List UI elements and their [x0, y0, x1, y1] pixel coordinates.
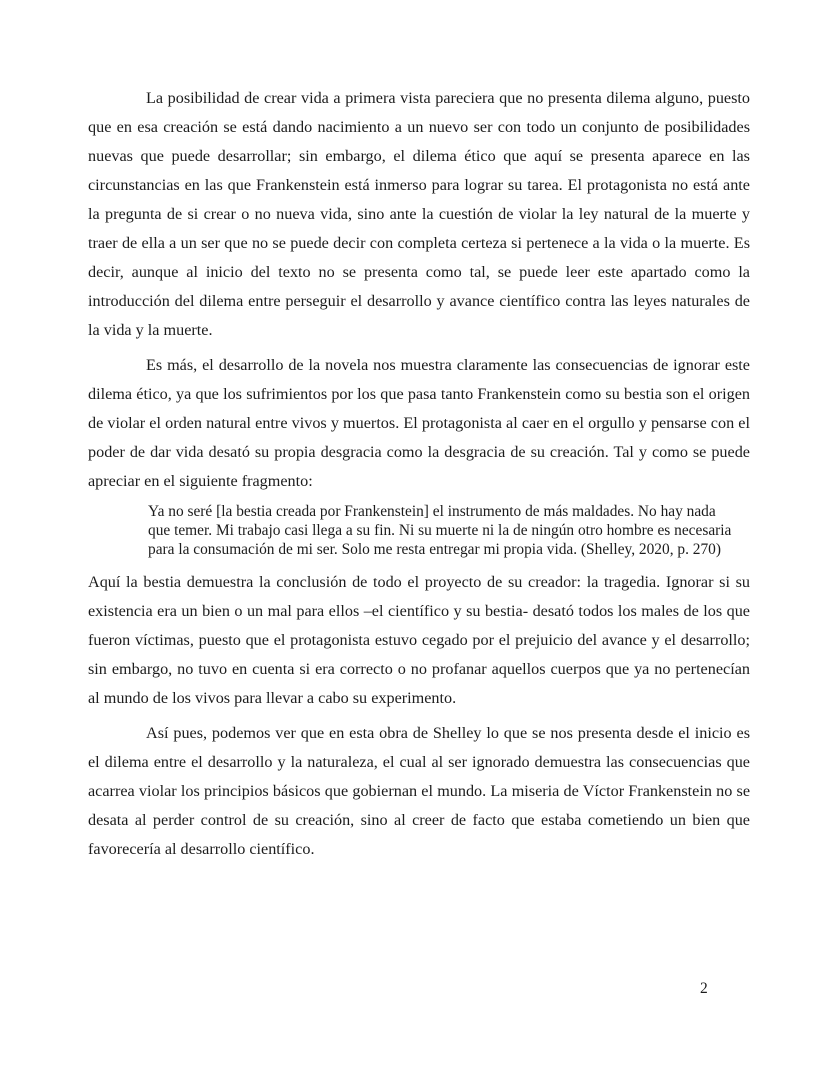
block-quote: Ya no seré [la bestia creada por Frankenstein] el instrumento de más maldades. No hay nada que temer. Mi trabajo casi llega a su fin. Ni su muerte ni la de ningún otro hombre es necesaria para la consumación de mi ser. Solo me resta entregar mi propia vida. (Shelley, 2020, p. 270)	[148, 503, 732, 558]
page-number: 2	[700, 980, 708, 997]
paragraph-1: La posibilidad de crear vida a primera vista pareciera que no presenta dilema alguno, puesto que en esa creación se está dando nacimiento a un nuevo ser con todo un conjunto de posibilidades nuevas que puede desarrollar; sin embargo, el dilema ético que aquí se presenta aparece en las circunstancias en las que Frankenstein está inmerso para lograr su tarea. El protagonista no está ante la pregunta de si crear o no nueva vida, sino ante la cuestión de violar la ley natural de la muerte y traer de ella a un ser que no se puede decir con completa certeza si pertenece a la vida o la muerte. Es decir, aunque al inicio del texto no se presenta como tal, se puede leer este apartado como la introducción del dilema entre perseguir el desarrollo y avance científico contra las leyes naturales de la vida y la muerte.	[88, 89, 750, 339]
paragraph-3: Aquí la bestia demuestra la conclusión de todo el proyecto de su creador: la tragedia. Ignorar si su existencia era un bien o un mal para ellos –el científico y su bestia- desató todos los males de los que fueron víctimas, puesto que el protagonista estuvo cegado por el prejuicio del avance y el desarrollo; sin embargo, no tuvo en cuenta si era correcto o no profanar aquellos cuerpos que ya no pertenecían al mundo de los vivos para llevar a cabo su experimento.	[88, 573, 750, 707]
paragraph-2: Es más, el desarrollo de la novela nos muestra claramente las consecuencias de ignorar este dilema ético, ya que los sufrimientos por los que pasa tanto Frankenstein como su bestia son el origen de violar el orden natural entre vivos y muertos. El protagonista al caer en el orgullo y pensarse con el poder de dar vida desató su propia desgracia como la desgracia de su creación. Tal y como se puede apreciar en el siguiente fragmento:	[88, 356, 750, 490]
paragraph-4: Así pues, podemos ver que en esta obra de Shelley lo que se nos presenta desde el inicio es el dilema entre el desarrollo y la naturaleza, el cual al ser ignorado demuestra las consecuencias que acarrea violar los principios básicos que gobiernan el mundo. La miseria de Víctor Frankenstein no se desata al perder control de su creación, sino al creer de facto que estaba cometiendo un bien que favorecería al desarrollo científico.	[88, 724, 750, 858]
page-content	[88, 84, 750, 870]
